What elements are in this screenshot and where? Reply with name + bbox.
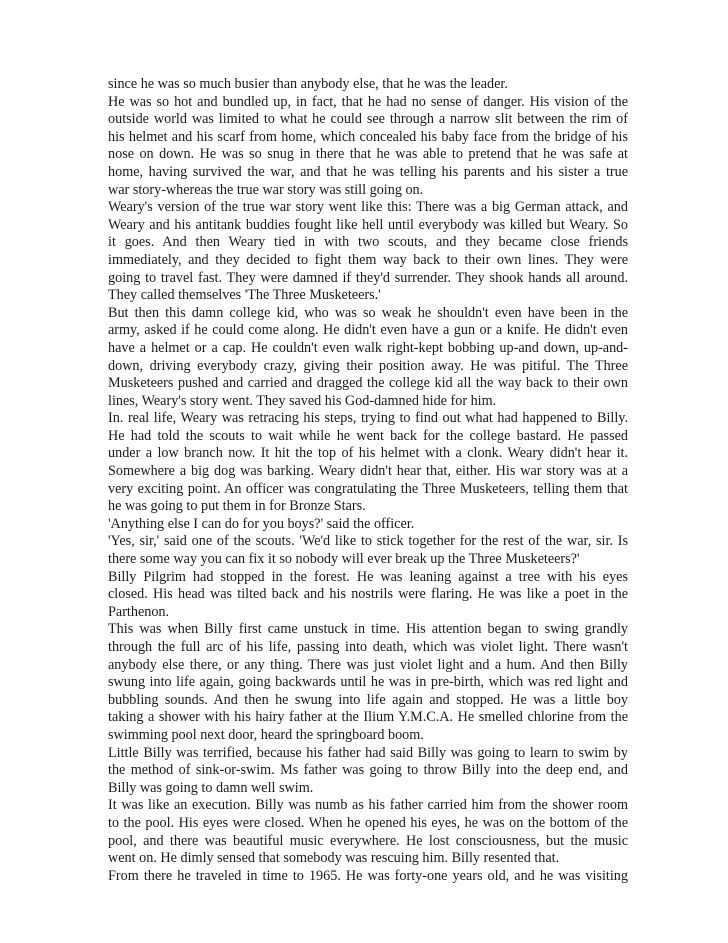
text-line: to the pool. His eyes were closed. When he opened his eyes, he was on the bottom of the <box>108 814 628 831</box>
text-line: down, driving everybody crazy, giving their position away. He was pitiful. The Three <box>108 357 628 374</box>
text-line: It was like an execution. Billy was numb as his father carried him from the shower room <box>108 797 628 814</box>
text-line: From there he traveled in time to 1965. He was forty-one years old, and he was visiting <box>108 867 628 884</box>
text-line: outside world was limited to what he could see through a narrow slit between the rim of <box>108 111 628 128</box>
text-line: Weary's version of the true war story went like this: There was a big German attack, and <box>108 199 628 216</box>
text-line: In. real life, Weary was retracing his steps, trying to find out what had happened to Billy. <box>108 410 628 427</box>
text-line: there some way you can fix it so nobody will ever break up the Three Musketeers?' <box>108 551 580 568</box>
text-line: home, having survived the war, and that he was telling his parents and his sister a true <box>108 163 628 180</box>
text-line: since he was so much busier than anybody else, that he was the leader. <box>108 76 508 92</box>
text-line: 'Yes, sir,' said one of the scouts. 'We'd like to stick together for the rest of the war, sir. Is <box>108 533 628 550</box>
body-text <box>108 76 628 885</box>
text-line: Somewhere a big dog was barking. Weary didn't hear that, either. His war story was at a <box>108 463 628 480</box>
text-line: he was going to put them in for Bronze Stars. <box>108 498 366 515</box>
text-line: army, asked if he could come along. He didn't even have a gun or a knife. He didn't even <box>108 322 628 339</box>
text-line: swung into life again, going backwards until he was in pre-birth, which was red light and <box>108 674 628 691</box>
text-line: under a low branch now. It hit the top of his helmet with a clonk. Weary didn't hear it. <box>108 445 628 462</box>
text-line: lines, Weary's story went. They saved his God-damned hide for him. <box>108 392 497 409</box>
text-line: have a helmet or a cap. He couldn't even walk right-kept bobbing up-and down, up-and- <box>108 339 628 356</box>
text-line: pool, and there was beautiful music everywhere. He lost consciousness, but the music <box>108 832 628 849</box>
text-line: He was so hot and bundled up, in fact, that he had no sense of danger. His vision of the <box>108 93 628 110</box>
text-line: anybody else there, or any thing. There was just violet light and a hum. And then Billy <box>108 656 628 673</box>
text-line: Billy Pilgrim had stopped in the forest. He was leaning against a tree with his eyes <box>108 568 628 585</box>
text-line: very exciting point. An officer was congratulating the Three Musketeers, telling them that <box>108 480 628 497</box>
text-line: Parthenon. <box>108 603 170 620</box>
text-line: Musketeers pushed and carried and dragged the college kid all the way back to their own <box>108 375 628 392</box>
text-line: They called themselves 'The Three Musketeers.' <box>108 287 381 304</box>
text-line: through the full arc of his life, passing into death, which was violet light. There wasn't <box>108 639 628 655</box>
text-line: it goes. And then Weary tied in with two scouts, and they became close friends <box>108 234 628 251</box>
text-line: 'Anything else I can do for you boys?' said the officer. <box>108 515 415 532</box>
text-line: going to travel fast. They were damned if they'd surrender. They shook hands all around. <box>108 269 628 286</box>
text-line: swimming pool next door, heard the springboard boom. <box>108 726 424 743</box>
text-line: went on. He dimly sensed that somebody was rescuing him. Billy resented that. <box>108 850 560 867</box>
text-line: Little Billy was terrified, because his father had said Billy was going to learn to swim by <box>108 744 628 761</box>
text-line: This was when Billy first came unstuck in time. His attention began to swing grandly <box>108 621 628 638</box>
text-line: Weary and his antitank buddies fought like hell until everybody was killed but Weary. So <box>108 216 628 233</box>
text-line: He had told the scouts to wait while he went back for the college bastard. He passed <box>108 427 628 444</box>
text-line: the method of sink-or-swim. Ms father was going to throw Billy into the deep end, and <box>108 762 628 779</box>
text-line: his helmet and his scarf from home, which concealed his baby face from the bridge of his <box>108 128 628 145</box>
text-line: closed. His head was tilted back and his nostrils were flaring. He was like a poet in the <box>108 586 628 603</box>
text-line: nose on down. He was so snug in there that he was able to pretend that he was safe at <box>108 146 628 163</box>
text-line: bubbling sounds. And then he swung into life again and stopped. He was a little boy <box>108 691 628 708</box>
text-line: war story-whereas the true war story was still going on. <box>108 181 424 198</box>
text-line: Billy was going to damn well swim. <box>108 779 314 796</box>
text-line: But then this damn college kid, who was so weak he shouldn't even have been in the <box>108 304 628 321</box>
text-line: immediately, and they decided to fight them way back to their own lines. They were <box>108 251 628 268</box>
text-line: taking a shower with his hairy father at the Ilium Y.M.C.A. He smelled chlorine from the <box>108 709 628 726</box>
